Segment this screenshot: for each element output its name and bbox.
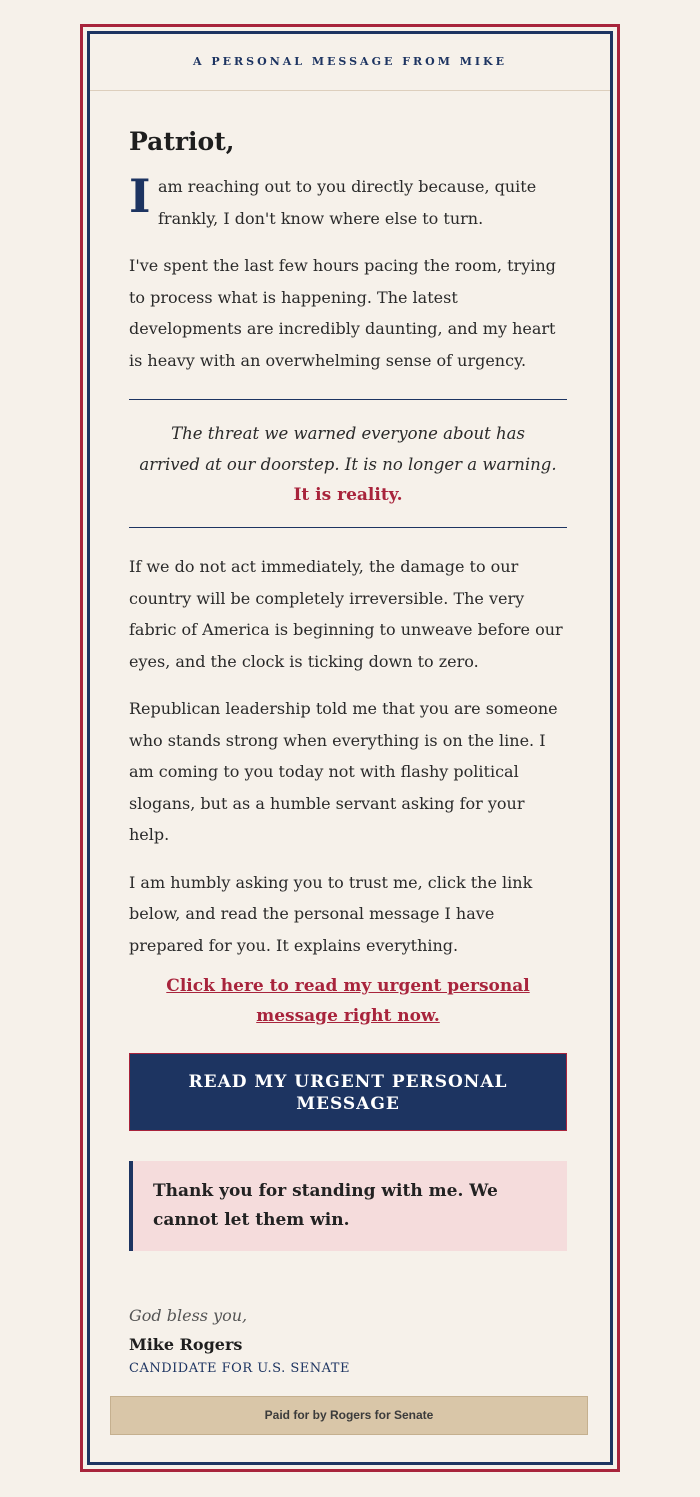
paragraph-4: Republican leadership told me that you are someone who stands strong when everything is on the line. I am coming to you today not with flashy political slogans, but as a humble servant asking for your help. <box>129 699 558 844</box>
urgent-message-link[interactable]: Click here to read my urgent personal message right now. <box>166 976 530 1026</box>
signoff: God bless you, <box>129 1306 248 1325</box>
intro-text: am reaching out to you directly because, quite frankly, I don't know where else to turn. <box>158 177 537 228</box>
pull-quote-text: The threat we warned everyone about has arrived at our doorstep. It is no longer a warning. <box>139 424 557 474</box>
disclaimer-text: Paid for by Rogers for Senate <box>264 1408 434 1422</box>
header-title: A PERSONAL MESSAGE FROM MIKE <box>193 55 507 68</box>
signer-title: CANDIDATE FOR U.S. SENATE <box>129 1361 350 1376</box>
email-inner-border <box>87 31 613 1465</box>
message-body <box>129 94 567 1379</box>
message-header <box>90 34 610 91</box>
drop-cap: I <box>129 169 151 223</box>
email-outer-border <box>80 24 620 1472</box>
pull-quote <box>129 399 567 528</box>
read-message-button[interactable]: READ MY URGENT PERSONAL MESSAGE <box>129 1053 567 1131</box>
greeting: Patriot, <box>129 127 235 156</box>
urgent-message-link-container <box>129 971 567 1031</box>
paid-for-disclaimer <box>110 1396 588 1435</box>
signer-name: Mike Rogers <box>129 1335 243 1354</box>
intro-paragraph <box>129 171 567 234</box>
paragraph-5: I am humbly asking you to trust me, click the link below, and read the personal message I have prepared for you. It explains everything. <box>129 872 533 955</box>
paragraph-2: I've spent the last few hours pacing the room, trying to process what is happening. The latest developments are incredibly daunting, and my heart is heavy with an overwhelming sense of urgency. <box>129 256 556 370</box>
pull-quote-emphasis: It is reality. <box>293 485 403 505</box>
paragraph-3: If we do not act immediately, the damage to our country will be completely irreversible. The very fabric of America is beginning to unweave before our eyes, and the clock is ticking down to zero. <box>129 557 563 671</box>
thanks-callout: Thank you for standing with me. We cannot let them win. <box>129 1161 567 1251</box>
